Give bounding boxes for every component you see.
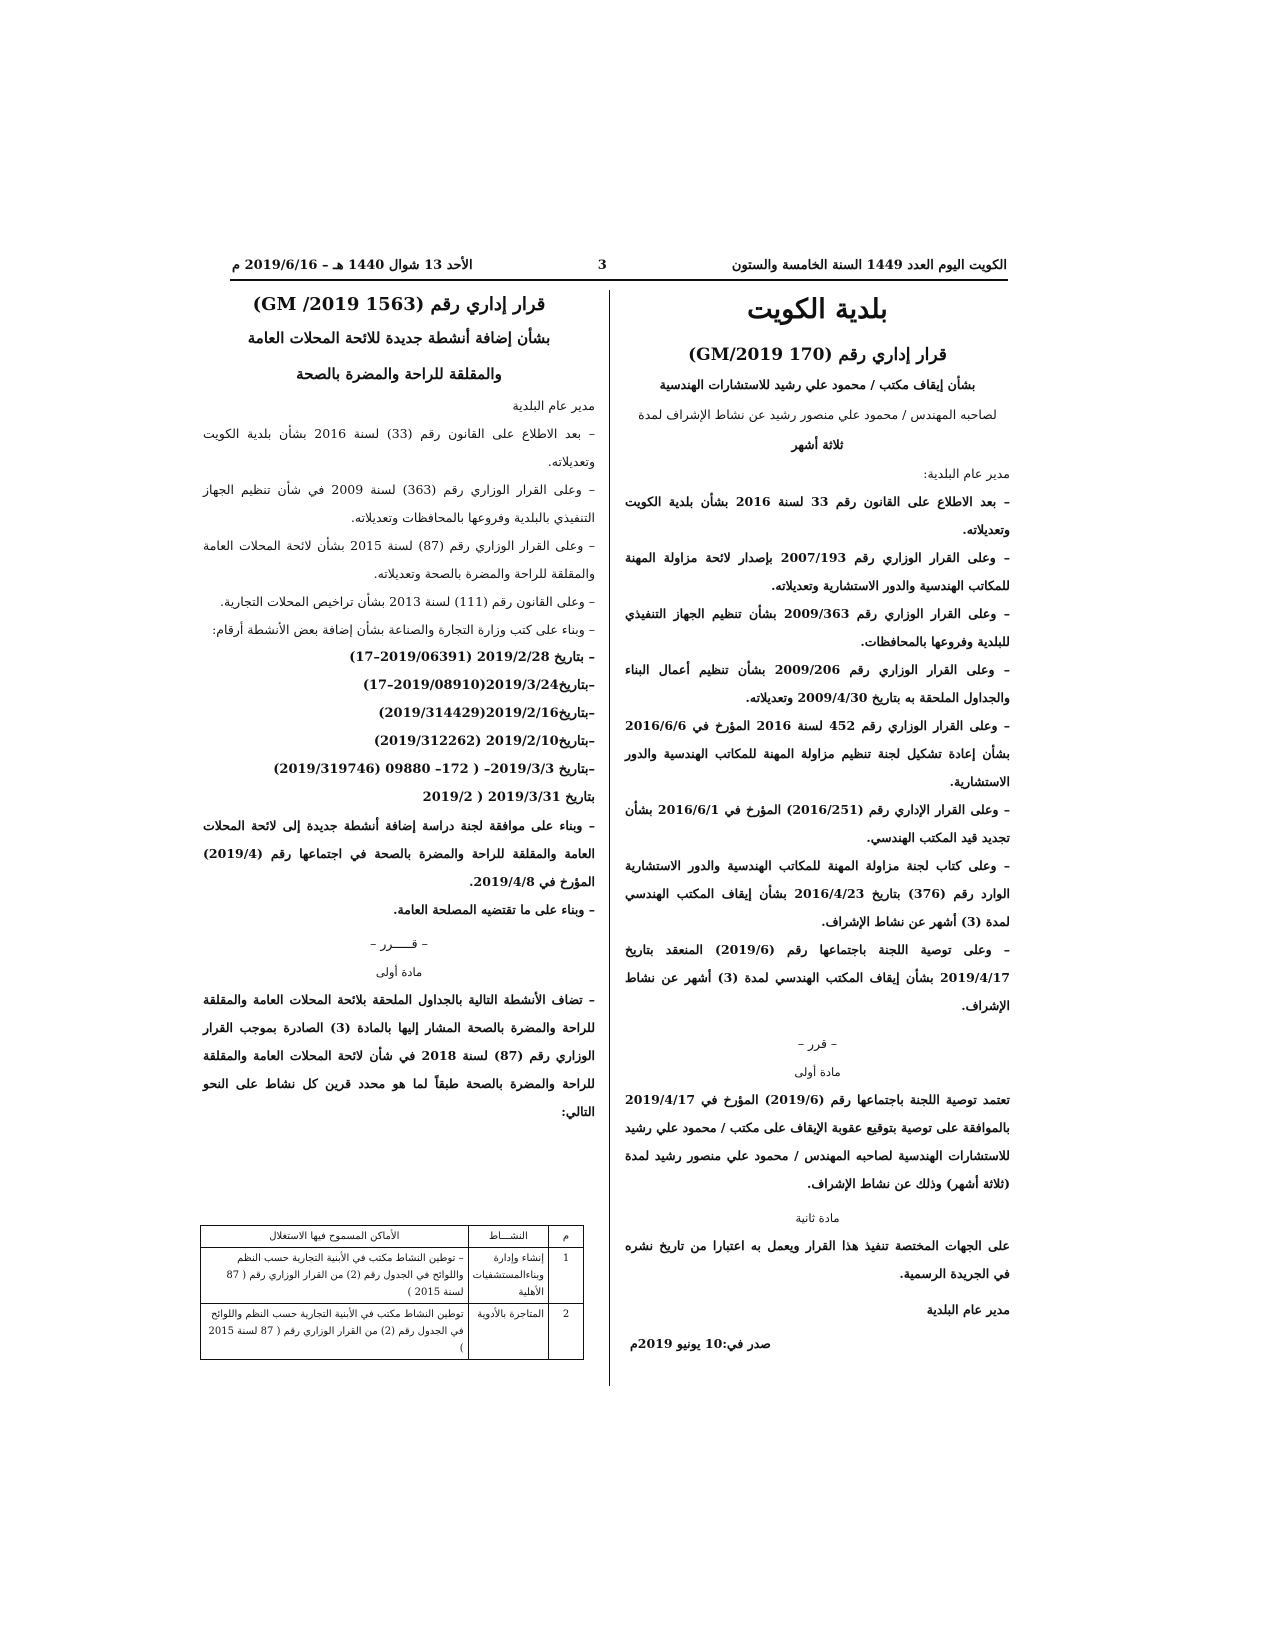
header-date: الأحد 13 شوال 1440 هـ – 2019/6/16 م [232,257,473,273]
issue-date: صدر في:10 يونيو 2019م [630,1336,771,1351]
article-2-title: مادة ثانية [795,1211,840,1225]
table-header-row [201,1226,584,1248]
recital-paragraph: – وعلى القرار الإداري رقم (2016/251) المؤرخ في 2016/6/1 بشأن تجديد قيد المكتب الهندسي. [625,802,1010,845]
decision-title-170: قرار إداري رقم (170 GM/2019) [688,345,947,365]
reference-line: (17–2019/08910)بتاريخ2019/3/24– [362,678,595,693]
header-issue: الكويت اليوم العدد 1449 السنة الخامسة والستون [731,257,1007,273]
decision-subject-line: بشأن إضافة أنشطة جديدة للائحة المحلات العامة [247,329,551,347]
reference-line: (2019/314429)بتاريخ2019/2/16– [378,706,595,721]
recital-paragraph: – بعد الاطلاع على القانون رقم (33) لسنة 2016 بشأن بلدية الكويت وتعديلاته. [203,426,595,469]
recital-paragraph: – وعلى القانون رقم (111) لسنة 2013 بشأن تراخيص المحلات التجارية. [220,594,595,609]
table-row [201,1248,584,1304]
decision-subject-line: ثلاثة أشهر [791,437,844,452]
recital-paragraph: – وعلى القرار الوزاري رقم 452 لسنة 2016 المؤرخ في 2016/6/6 بشأن إعادة تشكيل لجنة تنظيم مزاولة المهنة للمكاتب الهندسية والدور الاستشارية. [625,718,1010,789]
recital-paragraph: – وعلى توصية اللجنة باجتماعها رقم (2019/6) المنعقد بتاريخ 2019/4/17 بشأن إيقاف المكتب الهندسي لمدة (3) أشهر عن نشاط الإشراف. [625,942,1010,1013]
reference-line: (17–2019/06391) بتاريخ 2019/2/28 – [349,650,595,665]
table-header-cell: الأماكن المسموح فيها الاستغلال [201,1226,469,1248]
table-cell: إنشاء وإدارة وبناءالمستشفيات الأهلية [468,1248,548,1304]
table-cell: – توطين النشاط مكتب في الأبنية التجارية حسب النظم واللوائح في الجدول رقم (2) من القرار الوزاري رقم ( 87 لسنة 2015 ) [201,1248,469,1304]
article-1-text: تعتمد توصية اللجنة باجتماعها رقم (2019/6) المؤرخ في 2019/4/17 بالموافقة على توصية بتوقيع عقوبة الإيقاف على مكتب / محمود علي رشيد للاستشارات الهندسية لصاحبه المهندس / محمود علي منصور رشيد لمدة (ثلاثة أشهر) وذلك عن نشاط الإشراف. [625,1092,1010,1191]
recital-paragraph: – وعلى القرار الوزاري رقم (87) لسنة 2015 بشأن لائحة المحلات العامة والمقلقة للراحة والمضرة بالصحة وتعديلاته. [203,538,595,581]
signature: مدير عام البلدية [926,1302,1010,1317]
issuer-label: مدير عام البلدية: [923,466,1010,481]
recital-paragraph: – بعد الاطلاع على القانون رقم 33 لسنة 2016 بشأن بلدية الكويت وتعديلاته. [625,494,1010,537]
reference-line: 2019/2 ) بتاريخ 2019/3/31 [422,790,595,805]
table-header-cell: النشـــاط [468,1226,548,1248]
article-1-text: – تضاف الأنشطة التالية بالجداول الملحقة بلائحة المحلات العامة والمقلقة للراحة والمضرة بالصحة المشار إليها بالمادة (3) الصادرة بموجب القرار الوزاري رقم (87) لسنة 2018 في شأن لائحة المحلات العامة والمقلقة للراحة والمضرة بالصحة طبقاً لما هو محدد قرين كل نشاط على النحو التالي: [203,992,595,1119]
header-divider [230,279,1008,281]
table-cell: 1 [549,1248,584,1304]
decided-heading: – قرر – [797,1036,838,1051]
right-column [625,290,1010,1358]
reference-line: (2019/319746) بتاريخ 2019/3/3– ( 172– 09880– [273,762,595,777]
recital-paragraph: – وبناء على ما تقتضيه المصلحة العامة. [393,902,595,917]
page-header [232,250,1007,280]
decision-subject-line: بشأن إيقاف مكتب / محمود علي رشيد للاستشارات الهندسية [659,377,976,392]
decision-title-1563: قرار إداري رقم (1563 GM /2019) [252,294,546,315]
municipality-title: بلدية الكويت [747,294,888,325]
reference-line: (2019/312262) بتاريخ2019/2/10– [373,734,595,749]
recital-paragraph: – وعلى القرار الوزاري رقم 2009/206 بشأن تنظيم أعمال البناء والجداول الملحقة به بتاريخ 2009/4/30 وتعديلاته. [625,662,1010,705]
table-cell: المتاجرة بالأدوية [468,1304,548,1360]
column-divider [609,290,610,1386]
header-page-number: 3 [597,257,607,273]
article-1-title: مادة أولى [375,965,423,979]
table-header-cell: م [549,1226,584,1248]
recital-paragraph: – وعلى القرار الوزاري رقم 2007/193 بإصدار لائحة مزاولة المهنة للمكاتب الهندسية والدور الاستشارية وتعديلاته. [625,550,1010,593]
article-1-title: مادة أولى [794,1065,841,1079]
issuer-label: مدير عام البلدية [512,398,595,413]
decided-heading: – قـــــرر – [370,936,428,951]
recital-paragraph: – وعلى كتاب لجنة مزاولة المهنة للمكاتب الهندسية والدور الاستشارية الوارد رقم (376) بتاريخ 2016/4/23 بشأن إيقاف المكتب الهندسي لمدة (3) أشهر عن نشاط الإشراف. [625,858,1010,929]
table-row [201,1304,584,1360]
left-column [203,290,595,1126]
table-cell: 2 [549,1304,584,1360]
activities-table [200,1225,584,1360]
recital-paragraph: – وعلى القرار الوزاري رقم (363) لسنة 2009 في شأن تنظيم الجهاز التنفيذي بالبلدية وفروعها بالمحافظات وتعديلاته. [203,482,595,525]
recital-paragraph: – وعلى القرار الوزاري رقم 2009/363 بشأن تنظيم الجهاز التنفيذي للبلدية وفروعها بالمحافظات. [625,606,1010,649]
article-2-text: على الجهات المختصة تنفيذ هذا القرار ويعمل به اعتبارا من تاريخ نشره في الجريدة الرسمية. [625,1238,1010,1281]
recital-paragraph: – وبناء على كتب وزارة التجارة والصناعة بشأن إضافة بعض الأنشطة أرقام: [212,622,595,637]
decision-subject-line: لصاحبه المهندس / محمود علي منصور رشيد عن نشاط الإشراف لمدة [638,407,997,422]
table-cell: توطين النشاط مكتب في الأبنية التجارية حسب النظم واللوائح في الجدول رقم (2) من القرار الوزاري رقم ( 87 لسنة 2015 ) [201,1304,469,1360]
recital-paragraph: – وبناء على موافقة لجنة دراسة إضافة أنشطة جديدة إلى لائحة المحلات العامة والمقلقة للراحة والمضرة بالصحة في اجتماعها رقم (2019/4) المؤرخ في 2019/4/8. [203,818,595,889]
decision-subject-line: والمقلقة للراحة والمضرة بالصحة [296,365,502,383]
